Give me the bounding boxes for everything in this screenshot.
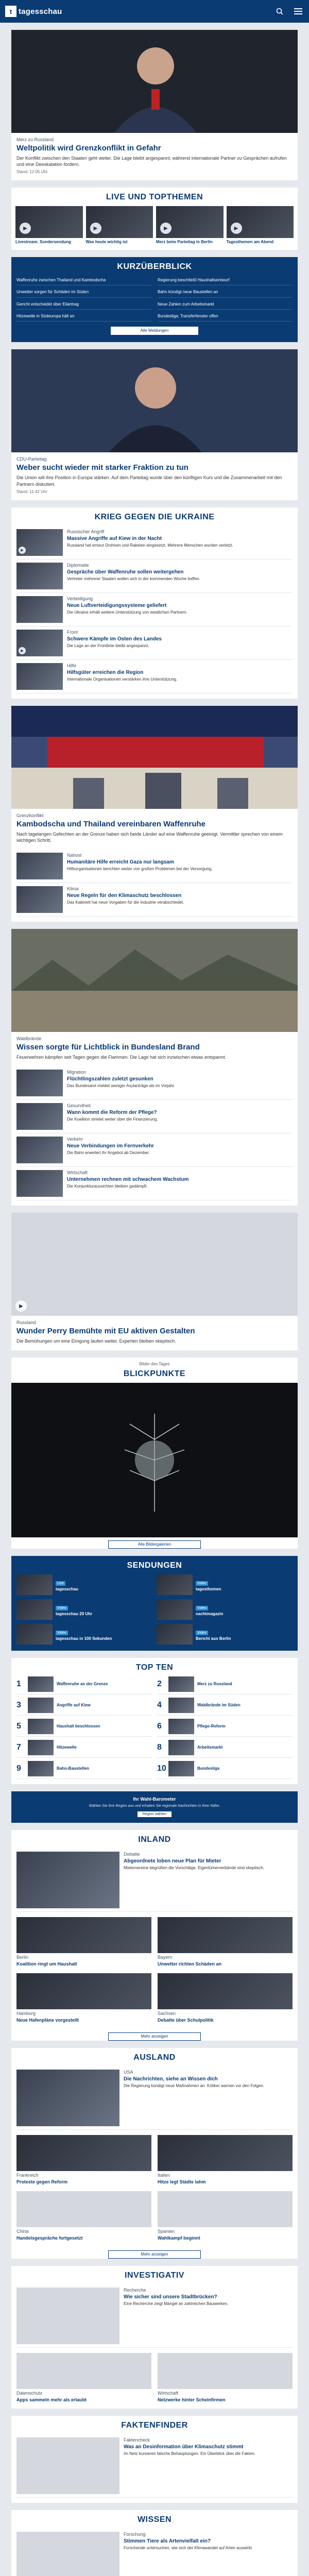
grid-teaser[interactable] xyxy=(158,2135,293,2187)
top10-image xyxy=(168,1740,194,1755)
top10-headline: Bundesliga xyxy=(197,1766,220,1771)
list-item-topline: Debatte xyxy=(124,1852,140,1857)
region-notice-text: Wählen Sie Ihre Region aus und erhalten Sie regionale Nachrichten in Ihrer Nähe. xyxy=(89,1804,220,1808)
top10-item[interactable] xyxy=(157,1676,293,1694)
grid-teaser-image xyxy=(158,2135,293,2171)
top10-rank: 1 xyxy=(16,1680,21,1689)
moscow-image-placeholder xyxy=(11,1213,298,1316)
list-item-topline: USA xyxy=(124,2069,133,2075)
list-item-headline[interactable]: Massive Angriffe auf Kiew in der Nacht xyxy=(67,535,162,541)
ausland-title: AUSLAND xyxy=(133,2053,176,2062)
list-item-shorttext: Russland hat erneut Drohnen und Raketen eingesetzt. Mehrere Menschen wurden verletzt. xyxy=(67,543,233,548)
grid-teaser-headline: Koalition ringt um Haushalt xyxy=(16,1961,77,1967)
grid-teaser-headline: Hitze legt Städte lahm xyxy=(158,2179,206,2184)
list-item-shorttext: Hilfsorganisationen berichten weiter von großen Problemen bei der Versorgung. xyxy=(67,867,213,871)
list-item-topline: Verkehr xyxy=(67,1137,83,1142)
feature2-image xyxy=(11,929,298,1032)
grid-teaser-topline: China xyxy=(16,2228,29,2234)
list-item-shorttext: Die Ukraine erhält weitere Unterstützung von westlichen Partnern. xyxy=(67,609,187,615)
list-item[interactable] xyxy=(16,1849,293,1912)
sendung-title: tagesthemen xyxy=(196,1587,221,1592)
list-item[interactable] xyxy=(16,2284,293,2348)
grid-teaser-image-placeholder xyxy=(158,2191,293,2227)
lead-topline: Merz zu Russland xyxy=(16,137,54,142)
list-item-topline: Nahost xyxy=(67,853,82,858)
moscow-topline: Russland xyxy=(16,1320,36,1326)
list-item-headline[interactable]: Gespräche über Waffenruhe sollen weitergehen xyxy=(67,569,184,575)
blickpunkte-gallery-image[interactable] xyxy=(11,1383,298,1537)
grid-teaser-topline: Frankreich xyxy=(16,2172,39,2178)
grid-teaser[interactable] xyxy=(16,2135,151,2187)
moscow-shorttext: Die Bemühungen um eine Einigung laufen weiter. Experten bleiben skeptisch. xyxy=(16,1338,176,1344)
live-card-image xyxy=(15,206,83,238)
second-lead-headline[interactable]: Weber sucht wieder mit starker Fraktion zu tun xyxy=(16,463,188,472)
grid-teaser[interactable] xyxy=(158,1973,293,2025)
second-lead-topline: CDU-Parteitag xyxy=(16,456,47,462)
sendung-badge: Live xyxy=(56,1581,65,1586)
play-icon: ▶ xyxy=(19,647,26,654)
live-card-caption: Merz beim Parteitag in Berlin xyxy=(156,240,213,245)
sendung-item[interactable] xyxy=(16,1574,152,1595)
list-item-shorttext: Die Konjunkturaussichten bleiben gedämpft. xyxy=(67,1184,148,1189)
list-item-image xyxy=(16,1852,119,1908)
list-item-image xyxy=(16,2070,119,2126)
top10-image xyxy=(28,1761,54,1776)
top10-image xyxy=(28,1740,54,1755)
top10-rank: 5 xyxy=(16,1722,21,1731)
sendung-item[interactable] xyxy=(157,1624,293,1645)
list-item[interactable] xyxy=(16,1167,293,1200)
top10-title: TOP TEN xyxy=(135,1663,174,1672)
list-item[interactable] xyxy=(16,560,293,593)
list-item[interactable] xyxy=(16,2529,293,2576)
more-ausland-button[interactable]: Mehr anzeigen xyxy=(108,2250,201,2259)
list-item-headline[interactable]: Hilfsgüter erreichen die Region xyxy=(67,669,144,675)
live-card-caption: Livestream: Sondersendung xyxy=(15,240,72,245)
top10-item[interactable] xyxy=(16,1761,152,1779)
investigativ-title: INVESTIGATIV xyxy=(125,2270,184,2280)
top10-headline: Pflege-Reform xyxy=(197,1724,226,1729)
list-item-image-placeholder xyxy=(16,2437,119,2494)
faktenfinder-title: FAKTENFINDER xyxy=(121,2421,188,2430)
ausland-section xyxy=(11,2048,298,2259)
grid-teaser-headline: Neue Hafenpläne vorgestellt xyxy=(16,2018,79,2023)
list-item-topline: Forschung xyxy=(124,2532,146,2537)
list-item-image xyxy=(16,1170,63,1197)
list-item-shorttext: Mietervereine begrüßen die Vorschläge, Eigentümerverbände sind skeptisch. xyxy=(124,1866,265,1871)
play-icon: ▶ xyxy=(20,223,31,234)
list-item[interactable] xyxy=(16,626,293,660)
top10-item[interactable] xyxy=(16,1676,152,1694)
list-item-topline: Russischer Angriff xyxy=(67,529,105,534)
top10-headline: Hitzewelle xyxy=(57,1745,77,1750)
sendung-badge: Video xyxy=(196,1581,208,1586)
grid-teaser-headline: Wahlkampf beginnt xyxy=(158,2235,200,2241)
list-item-headline[interactable]: Neue Regeln für den Klimaschutz beschlossen xyxy=(67,893,182,899)
sendung-badge: Video xyxy=(196,1631,208,1635)
top10-item[interactable] xyxy=(157,1761,293,1779)
logo-mark: t xyxy=(5,6,16,17)
lead-image xyxy=(11,30,298,133)
feature-headline[interactable]: Kambodscha und Thailand vereinbaren Waffenruhe xyxy=(16,819,206,828)
top-navigation-bar xyxy=(0,0,309,23)
list-item-topline: Verteidigung xyxy=(67,596,93,601)
list-item[interactable] xyxy=(16,2066,293,2130)
grid-teaser-topline: Sachsen xyxy=(158,2011,176,2016)
grid-teaser[interactable] xyxy=(16,1973,151,2025)
grid-teaser-image xyxy=(16,2135,151,2171)
list-item-shorttext: Das Kabinett hat neue Vorgaben für die Industrie verabschiedet. xyxy=(67,900,184,905)
play-icon: ▶ xyxy=(19,547,26,554)
sendung-title: tagesschau xyxy=(56,1587,79,1592)
list-item[interactable] xyxy=(16,883,293,917)
list-item-image xyxy=(16,1103,63,1130)
faktenfinder-section xyxy=(11,2416,298,2503)
list-item-image-placeholder xyxy=(16,2287,119,2344)
grid-teaser-headline: Unwetter richten Schäden an xyxy=(158,1961,222,1967)
feature-shorttext: Nach tagelangen Gefechten an der Grenze haben sich beide Länder auf eine Waffenruhe geeinigt. Vermittler sprechen von einem wichtigen Schritt. xyxy=(16,831,283,843)
top10-image xyxy=(168,1698,194,1713)
live-card-image xyxy=(86,206,153,238)
list-item-topline: Hilfe xyxy=(67,663,77,668)
grid-teaser-image-placeholder xyxy=(16,2353,151,2389)
second-lead-image xyxy=(11,349,298,452)
list-item-topline: Migration xyxy=(67,1070,87,1075)
sendungen-section xyxy=(11,1556,298,1651)
list-item-shorttext: Die Koalition streitet weiter über die Finanzierung. xyxy=(67,1117,158,1122)
top10-image xyxy=(168,1719,194,1734)
top10-image xyxy=(28,1719,54,1734)
list-item-headline[interactable]: Wie sicher sind unsere Stadtbrücken? xyxy=(124,2294,217,2300)
sendung-badge: Video xyxy=(56,1631,68,1635)
grid-teaser-image-placeholder xyxy=(16,2191,151,2227)
more-inland-button[interactable]: Mehr anzeigen xyxy=(108,2032,201,2041)
feature2-topline: Waldbrände xyxy=(16,1036,42,1041)
top10-headline: Bahn-Baustellen xyxy=(57,1766,90,1771)
wissen-section xyxy=(11,2510,298,2576)
list-item-image xyxy=(16,596,63,623)
list-item-topline: Faktencheck xyxy=(124,2437,150,2443)
grid-teaser-topline: Italien xyxy=(158,2172,170,2178)
top10-section xyxy=(11,1658,298,1784)
list-item[interactable] xyxy=(16,593,293,626)
list-item-image xyxy=(16,886,63,913)
grid-teaser-image xyxy=(158,1917,293,1953)
top10-rank: 7 xyxy=(16,1743,21,1752)
top10-rank: 9 xyxy=(16,1764,21,1773)
top10-headline: Arbeitsmarkt xyxy=(197,1745,223,1750)
kurzueberblick-item[interactable]: Waffenruhe zwischen Thailand und Kambodscha xyxy=(16,276,151,285)
ukraine-section xyxy=(11,507,298,699)
grid-teaser-headline: Proteste gegen Reform xyxy=(16,2179,68,2184)
list-item[interactable] xyxy=(16,526,293,560)
grid-teaser-image xyxy=(16,1917,151,1953)
list-item-shorttext: Vertreter mehrerer Staaten wollen sich in der kommenden Woche treffen. xyxy=(67,576,200,581)
list-item-headline[interactable]: Die Nachrichten, siehe an Wissen dich xyxy=(124,2076,218,2082)
list-item-shorttext: Internationale Organisationen verstärken ihre Unterstützung. xyxy=(67,676,178,682)
play-icon: ▶ xyxy=(231,223,242,234)
top10-item[interactable] xyxy=(157,1719,293,1737)
top10-headline: Waffenruhe an der Grenze xyxy=(57,1682,108,1687)
lead-teaser[interactable] xyxy=(11,30,298,180)
region-notice xyxy=(11,1791,298,1823)
grid-teaser[interactable] xyxy=(158,1917,293,1969)
top10-rank: 2 xyxy=(157,1680,162,1689)
list-item-shorttext: Das Bundesamt meldet weniger Asylanträge als im Vorjahr. xyxy=(67,1083,175,1089)
sendung-item[interactable] xyxy=(16,1624,152,1645)
live-section xyxy=(11,188,298,250)
feature2-shorttext: Feuerwehren kämpfen seit Tagen gegen die Flammen. Die Lage hat sich inzwischen etwas entspannt. xyxy=(16,1055,227,1060)
region-notice-title: Ihr Wahl-Barometer xyxy=(133,1797,176,1802)
kurzueberblick-item[interactable]: Gericht entscheidet über Eilantrag xyxy=(16,300,151,310)
kurzueberblick-item[interactable]: Bahn kündigt neue Baustellen an xyxy=(158,287,293,297)
list-item[interactable] xyxy=(16,1133,293,1167)
feature2-headline[interactable]: Wissen sorgte für Lichtblick in Bundesland Brand xyxy=(16,1043,200,1052)
inland-title: INLAND xyxy=(138,1835,171,1844)
menu-icon[interactable] xyxy=(293,6,304,17)
live-card-image xyxy=(156,206,224,238)
sendung-badge: Video xyxy=(196,1606,208,1611)
list-item-headline[interactable]: Flüchtlingszahlen zuletzt gesunken xyxy=(67,1076,153,1082)
top10-rank: 4 xyxy=(157,1701,162,1710)
choose-region-button[interactable]: Region wählen xyxy=(138,1811,171,1817)
top10-item[interactable] xyxy=(16,1719,152,1737)
list-item-headline[interactable]: Neue Luftverteidigungssysteme geliefert xyxy=(67,602,167,608)
sendung-badge: Video xyxy=(56,1606,68,1611)
list-item-image xyxy=(16,853,63,879)
moscow-teaser[interactable] xyxy=(11,1213,298,1350)
live-title: LIVE UND TOPTHEMEN xyxy=(106,193,203,202)
second-lead-meta: Stand: 11:42 Uhr xyxy=(16,489,47,494)
moscow-headline[interactable]: Wunder Perry Bemühte mit EU aktiven Gestalten xyxy=(16,1327,195,1336)
top10-image xyxy=(28,1698,54,1713)
top10-item[interactable] xyxy=(157,1740,293,1758)
top10-item[interactable] xyxy=(16,1698,152,1716)
grid-teaser-headline: Netzwerke hinter Scheinfirmen xyxy=(158,2397,226,2402)
list-item-topline: Diplomatie xyxy=(67,562,89,568)
feature-topline: Grenzkonflikt xyxy=(16,812,44,818)
grid-teaser-topline: Hamburg xyxy=(16,2011,36,2016)
top10-rank: 6 xyxy=(157,1722,162,1731)
live-card[interactable] xyxy=(86,206,153,245)
inland-section xyxy=(11,1830,298,2041)
sendung-image xyxy=(157,1599,193,1620)
grid-teaser[interactable] xyxy=(16,2191,151,2243)
grid-teaser-image xyxy=(158,1973,293,2009)
sendung-image xyxy=(16,1599,53,1620)
kurzueberblick-item[interactable]: Neue Zahlen zum Arbeitsmarkt xyxy=(158,300,293,310)
grid-teaser-image-placeholder xyxy=(158,2353,293,2389)
list-item-image xyxy=(16,663,63,690)
top10-rank: 10 xyxy=(157,1764,166,1773)
top10-rank: 3 xyxy=(16,1701,21,1710)
grid-teaser-headline: Handelsgespräche fortgesetzt xyxy=(16,2235,83,2241)
list-item-shorttext: Im Netz kursieren falsche Behauptungen. Ein Überblick über die Fakten. xyxy=(124,2451,256,2456)
feature-image xyxy=(11,706,298,809)
second-lead-shorttext: Die Union will ihre Position in Europa stärken. Auf dem Parteitag wurde über den künftigen Kurs und die Zusammenarbeit mit den Partnern diskutiert. xyxy=(16,475,282,487)
kurzueberblick-item[interactable]: Unwetter sorgen für Schäden im Süden xyxy=(16,287,151,297)
grid-teaser-topline: Datenschutz xyxy=(16,2390,43,2396)
grid-teaser[interactable] xyxy=(16,2353,151,2405)
search-icon[interactable] xyxy=(274,6,285,17)
ukraine-title: KRIEG GEGEN DIE UKRAINE xyxy=(94,512,215,521)
kurzueberblick-item[interactable]: Bundesliga: Transferfenster offen xyxy=(158,312,293,321)
list-item-shorttext: Forschende untersuchen, wie sich der Klimawandel auf Arten auswirkt. xyxy=(124,2546,253,2551)
sendungen-title: SENDUNGEN xyxy=(127,1561,182,1570)
list-item-topline: Gesundheit xyxy=(67,1103,91,1109)
sendung-title: Bericht aus Berlin xyxy=(196,1636,231,1641)
list-item[interactable] xyxy=(16,1066,293,1100)
list-item-image xyxy=(16,529,63,556)
tagesschau-logo[interactable] xyxy=(5,6,62,17)
top10-headline: Waldbrände im Süden xyxy=(197,1703,241,1708)
live-card-caption: Tagesthemen am Abend xyxy=(226,240,274,245)
live-card-image xyxy=(227,206,294,238)
list-item-headline[interactable]: Unternehmen rechnen mit schwachem Wachstum xyxy=(67,1177,189,1183)
list-item-image xyxy=(16,1137,63,1163)
list-item-topline: Front xyxy=(67,629,78,635)
live-card[interactable] xyxy=(156,206,224,245)
list-item-shorttext: Die Lage an der Frontlinie bleibt angespannt. xyxy=(67,643,149,648)
play-icon: ▶ xyxy=(15,1300,27,1312)
list-item-topline: Klima xyxy=(67,886,79,891)
list-item-topline: Wirtschaft xyxy=(67,1170,88,1176)
sendung-image xyxy=(16,1624,53,1645)
live-card[interactable] xyxy=(227,206,294,245)
top10-headline: Angriffe auf Kiew xyxy=(57,1703,91,1708)
sendung-title: nachtmagazin xyxy=(196,1612,224,1617)
grid-teaser[interactable] xyxy=(158,2191,293,2243)
list-item-headline[interactable]: Humanitäre Hilfe erreicht Gaza nur langsam xyxy=(67,859,174,865)
list-item-headline[interactable]: Stimmen Tiere als Artenvielfalt ein? xyxy=(124,2538,211,2545)
grid-teaser-headline: Apps sammeln mehr als erlaubt xyxy=(16,2397,87,2402)
list-item-shorttext: Die Regierung kündigt neue Maßnahmen an. Kritiker warnen vor den Folgen. xyxy=(124,2083,265,2088)
list-item-image xyxy=(16,1070,63,1096)
list-item[interactable] xyxy=(16,850,293,883)
sendung-item[interactable] xyxy=(16,1599,152,1620)
list-item-headline[interactable]: Was an Desinformation über Klimaschutz stimmt xyxy=(124,2444,244,2450)
lead-headline[interactable]: Weltpolitik wird Grenzkonflikt in Gefahr xyxy=(16,144,161,152)
grid-teaser[interactable] xyxy=(16,1917,151,1969)
wissen-title: WISSEN xyxy=(137,2515,172,2524)
list-item-image xyxy=(16,563,63,589)
all-news-button[interactable]: Alle Meldungen xyxy=(111,327,198,335)
list-item-headline[interactable]: Wann kommt die Reform der Pflege? xyxy=(67,1110,157,1116)
list-item-shorttext: Eine Recherche zeigt Mängel an zahlreichen Bauwerken. xyxy=(124,2301,229,2306)
kurzueberblick-title: KURZÜBERBLICK xyxy=(117,262,192,271)
sendung-item[interactable] xyxy=(157,1599,293,1620)
lead-shorttext: Der Konflikt zwischen den Staaten geht weiter. Die Lage bleibt angespannt, während internationale Partner zu Gesprächen aufrufen und eine Deeskalation fordern. xyxy=(16,156,287,167)
grid-teaser-headline: Debatte über Schulpolitik xyxy=(158,2018,214,2023)
list-item[interactable] xyxy=(16,1100,293,1133)
top10-item[interactable] xyxy=(157,1698,293,1716)
sendung-item[interactable] xyxy=(157,1574,293,1595)
grid-teaser-topline: Berlin xyxy=(16,1955,29,1960)
kurzueberblick-item[interactable]: Regierung beschließt Haushaltsentwurf xyxy=(158,276,293,285)
live-card[interactable] xyxy=(15,206,83,245)
grid-teaser-topline: Bayern xyxy=(158,1955,173,1960)
sendung-title: tagesschau 20 Uhr xyxy=(56,1612,93,1617)
blickpunkte-sub: Bilder des Tages xyxy=(139,1362,170,1367)
list-item-headline[interactable]: Schwere Kämpfe im Osten des Landes xyxy=(67,636,162,642)
all-galleries-button[interactable]: Alle Bildergalerien xyxy=(108,1540,201,1549)
grid-teaser-topline: Wirtschaft xyxy=(158,2390,179,2396)
live-card-caption: Was heute wichtig ist xyxy=(85,240,128,245)
list-item-headline[interactable]: Abgeordnete loben neue Plan für Mieter xyxy=(124,1858,221,1865)
investigativ-section xyxy=(11,2266,298,2409)
sendung-title: tagesschau in 100 Sekunden xyxy=(56,1636,112,1641)
play-icon: ▶ xyxy=(90,223,101,234)
feature-teaser[interactable] xyxy=(11,706,298,922)
list-item-headline[interactable]: Neue Verbindungen im Fernverkehr xyxy=(67,1143,154,1149)
grid-teaser-topline: Spanien xyxy=(158,2228,175,2234)
kurzueberblick-item[interactable]: Hitzewelle in Südeuropa hält an xyxy=(16,312,151,321)
sendung-image xyxy=(157,1624,193,1645)
blickpunkte-section xyxy=(11,1358,298,1549)
list-item[interactable] xyxy=(16,2434,293,2498)
top10-item[interactable] xyxy=(16,1740,152,1758)
list-item-shorttext: Die Bahn erweitert ihr Angebot ab Dezember. xyxy=(67,1150,150,1156)
kurzueberblick-section xyxy=(11,257,298,343)
grid-teaser-image xyxy=(16,1973,151,2009)
feature2-teaser[interactable] xyxy=(11,929,298,1206)
list-item[interactable] xyxy=(16,660,293,693)
list-item-topline: Recherche xyxy=(124,2287,146,2293)
list-item-image xyxy=(16,630,63,656)
top10-headline: Haushalt beschlossen xyxy=(57,1724,100,1729)
logo-text: tagesschau xyxy=(19,7,62,16)
second-lead-teaser[interactable] xyxy=(11,349,298,500)
grid-teaser[interactable] xyxy=(158,2353,293,2405)
sendung-image xyxy=(157,1574,193,1595)
list-item-image-placeholder xyxy=(16,2532,119,2576)
sendung-image xyxy=(16,1574,53,1595)
top10-image xyxy=(28,1676,54,1692)
lead-meta: Stand: 12:05 Uhr xyxy=(16,170,48,175)
top10-image xyxy=(168,1676,194,1692)
blickpunkte-title: BLICKPUNKTE xyxy=(123,1369,186,1379)
top10-rank: 8 xyxy=(157,1743,162,1752)
top10-image xyxy=(168,1761,194,1776)
play-icon: ▶ xyxy=(160,223,171,234)
top10-headline: Merz zu Russland xyxy=(197,1682,232,1687)
